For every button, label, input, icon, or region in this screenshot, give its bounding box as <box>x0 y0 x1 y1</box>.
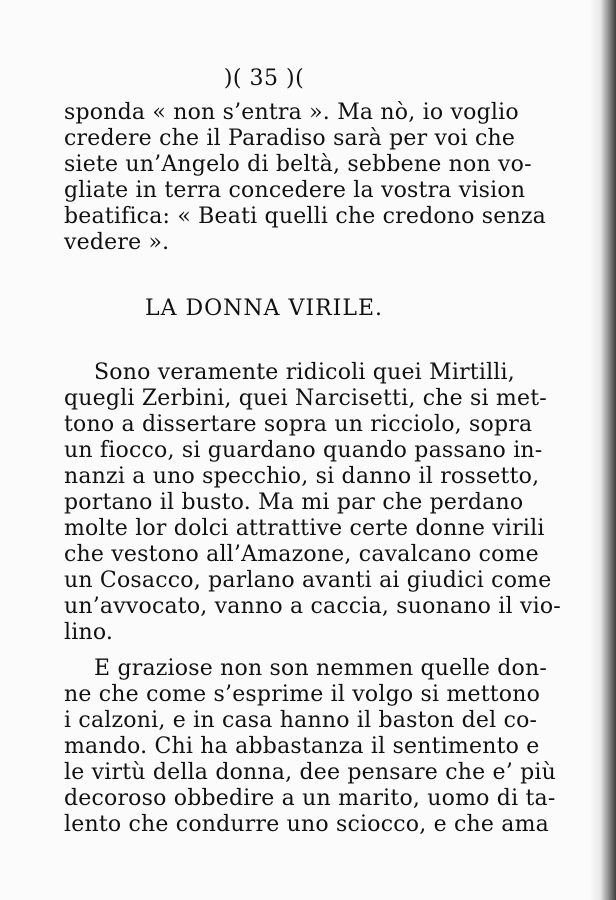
text-line: un Cosacco, parlano avanti ai giudici come <box>64 568 552 593</box>
text-line: mando. Chi ha abbastanza il sentimento e <box>64 734 540 759</box>
page-content <box>64 64 561 838</box>
page-edge-shadow <box>590 0 616 900</box>
text-line: E graziose non son nemmen quelle don- <box>94 656 547 681</box>
text-line: vedere ». <box>64 230 170 255</box>
text-line: che vestono all’Amazone, cavalcano come <box>64 542 539 567</box>
text-line: sponda « non s’entra ». Ma nò, io voglio <box>64 100 519 125</box>
text-line: Sono veramente ridicoli quei Mirtilli, <box>94 360 515 385</box>
paragraph-2 <box>64 656 557 838</box>
continuation-text <box>64 100 546 256</box>
text-line: siete un’Angelo di beltà, sebbene non vo- <box>64 152 532 177</box>
text-line: lino. <box>64 620 114 645</box>
text-line: un fiocco, si guardano quando passano in- <box>64 438 543 463</box>
text-line: i calzoni, e in casa hanno il baston del co- <box>64 708 538 733</box>
paragraph-1 <box>64 360 561 646</box>
text-line: molte lor dolci attrattive certe donne virili <box>64 516 545 541</box>
text-line: credere che il Paradiso sarà per voi che <box>64 126 516 151</box>
text-line: portano il busto. Ma mi par che perdano <box>64 490 524 515</box>
text-line: lento che condurre uno sciocco, e che ama <box>64 812 549 837</box>
text-line: le virtù della donna, dee pensare che e’ più <box>64 760 557 785</box>
text-line: tono a dissertare sopra un ricciolo, sopra <box>64 412 533 437</box>
text-line: decoroso obbedire a un marito, uomo di ta- <box>64 786 556 811</box>
text-line: beatifica: « Beati quelli che credono senza <box>64 204 546 229</box>
text-line: ne che come s’esprime il volgo si mettono <box>64 682 541 707</box>
text-line: un’avvocato, vanno a caccia, suonano il vio- <box>64 594 561 619</box>
text-line: quegli Zerbini, quei Narcisetti, che si met- <box>64 386 547 411</box>
page-number: )( 35 )( <box>223 66 305 91</box>
section-title: LA DONNA VIRILE. <box>144 296 384 321</box>
text-line: nanzi a uno specchio, si danno il rossetto, <box>64 464 540 489</box>
text-line: gliate in terra concedere la vostra vision <box>64 178 526 203</box>
